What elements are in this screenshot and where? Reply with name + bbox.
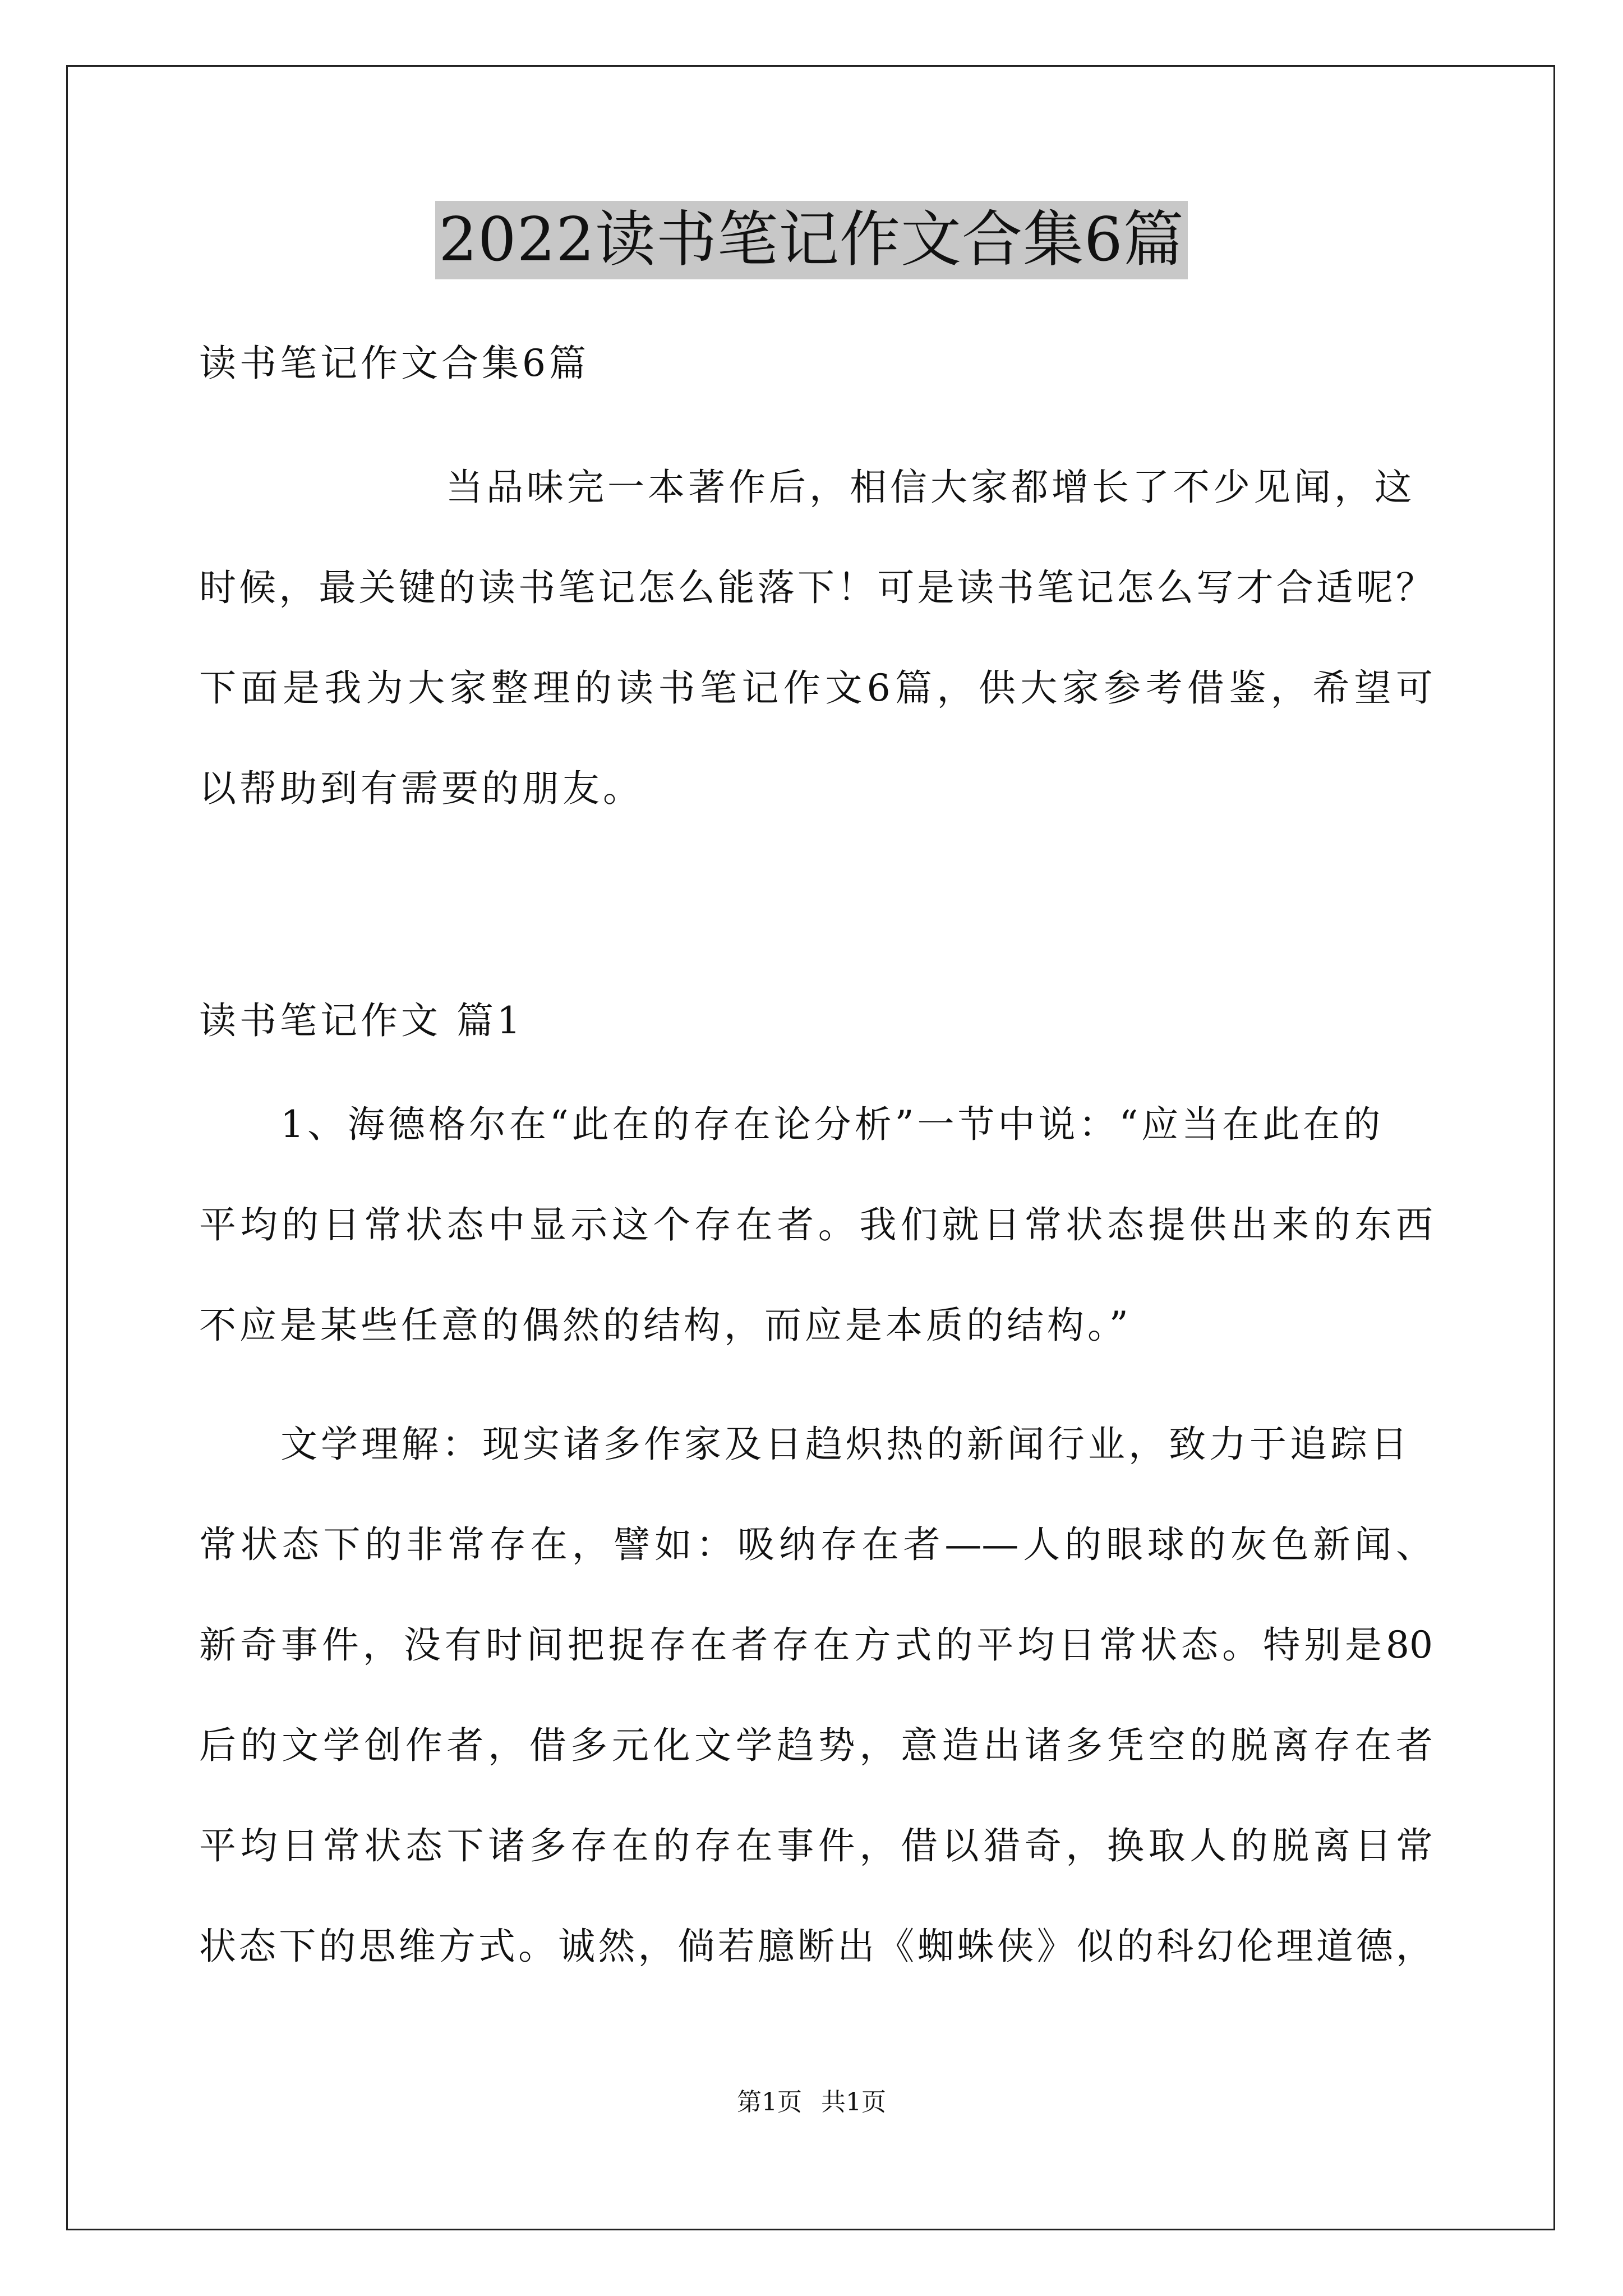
document-subtitle: 读书笔记作文合集6篇 [199, 342, 589, 385]
intro-line: 以帮助到有需要的朋友。 [199, 767, 643, 810]
body-line: 新奇事件，没有时间把捉存在者存在方式的平均日常状态。特别是80 [199, 1623, 1433, 1667]
title-container [0, 201, 1623, 279]
page-total: 共1页 [821, 2088, 886, 2116]
intro-line: 下面是我为大家整理的读书笔记作文6篇，供大家参考借鉴，希望可 [199, 666, 1433, 710]
page-number: 第1页 [737, 2088, 802, 2116]
body-line: 平均日常状态下诸多存在的存在事件，借以猎奇，换取人的脱离日常 [199, 1824, 1433, 1867]
body-line: 后的文学创作者，借多元化文学趋势，意造出诸多凭空的脱离存在者 [199, 1724, 1433, 1767]
page-footer [0, 2087, 1623, 2118]
body-line: 文学理解：现实诸多作家及日趋炽热的新闻行业，致力于追踪日 [280, 1423, 1411, 1466]
body-line: 不应是某些任意的偶然的结构，而应是本质的结构。” [199, 1304, 1132, 1347]
body-line: 常状态下的非常存在，譬如：吸纳存在者——人的眼球的灰色新闻、 [199, 1523, 1433, 1566]
document-title: 2022读书笔记作文合集6篇 [435, 201, 1188, 279]
intro-line: 时候，最关键的读书笔记怎么能落下！可是读书笔记怎么写才合适呢？ [199, 566, 1433, 609]
intro-line: 当品味完一本著作后，相信大家都增长了不少见闻，这 [446, 466, 1415, 509]
page-border [66, 65, 1555, 2230]
body-line: 平均的日常状态中显示这个存在者。我们就日常状态提供出来的东西 [199, 1203, 1433, 1246]
body-line: 1、海德格尔在“此在的存在论分析”一节中说：“应当在此在的 [280, 1103, 1384, 1146]
body-line: 状态下的思维方式。诚然，倘若臆断出《蜘蛛侠》似的科幻伦理道德， [199, 1925, 1433, 1968]
section-heading: 读书笔记作文 篇1 [199, 999, 524, 1042]
